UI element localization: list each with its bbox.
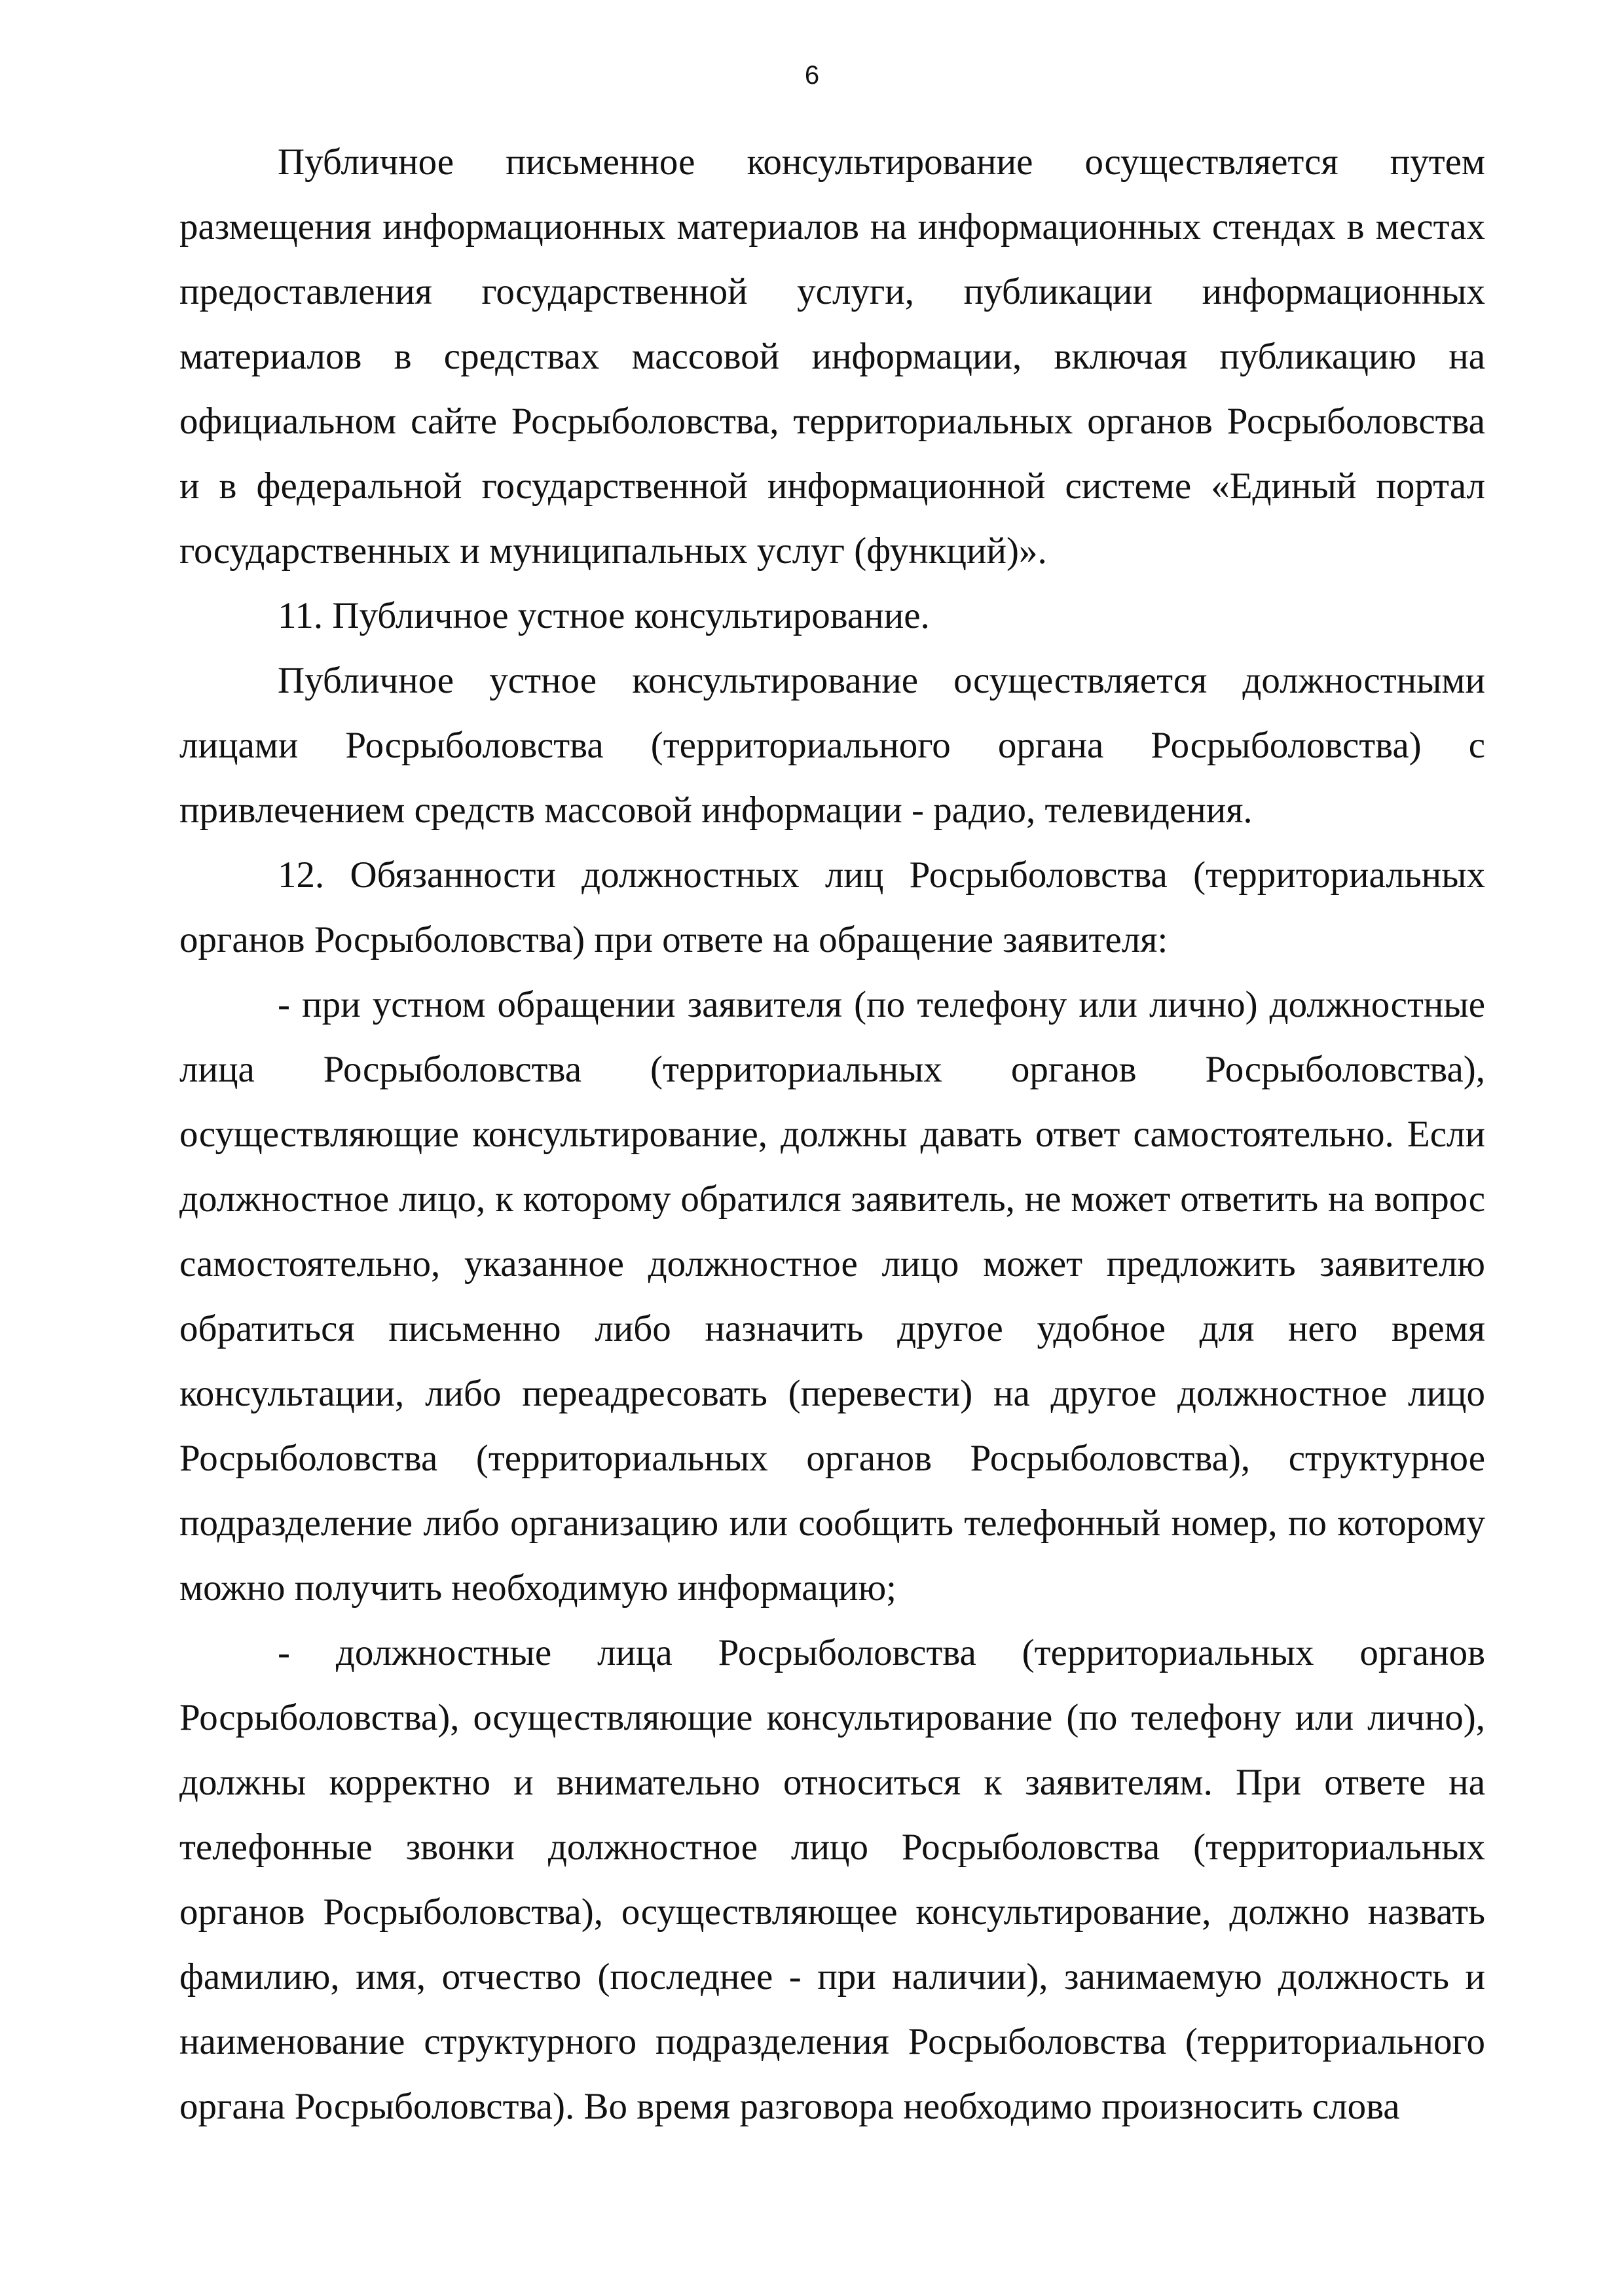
paragraph-public-written-consulting: Публичное письменное консультирование осуществляется путем размещения информационных материалов на информационных стендах в местах предоставления государственной услуги, публикации информационных материалов в средствах массовой информации, включая публикацию на официальном сайте Росрыболовства, территориальных органов Росрыболовства и в федеральной государственной информационной системе «Единый портал государственных и муниципальных услуг (функций)». — [179, 141, 1485, 572]
paragraph-phone-conduct-duty: - должностные лица Росрыболовства (территориальных органов Росрыболовства), осуществляющие консультирование (по телефону или лично), должны корректно и внимательно относиться к заявителям. При ответе на телефонные звонки должностное лицо Росрыболовства (территориальных органов Росрыболовства), осуществляющее консультирование, должно назвать фамилию, имя, отчество (последнее - при наличии), занимаемую должность и наименование структурного подразделения Росрыболовства (территориального органа Росрыболовства). Во время разговора необходимо произносить слова — [179, 1632, 1485, 2127]
document-body — [179, 130, 1485, 2139]
paragraph-public-oral-consulting: Публичное устное консультирование осуществляется должностными лицами Росрыболовства (территориального органа Росрыболовства) с привлечением средств массовой информации - радио, телевидения. — [179, 660, 1485, 831]
paragraph-item-12-duties: 12. Обязанности должностных лиц Росрыболовства (территориальных органов Росрыболовства) при ответе на обращение заявителя: — [179, 854, 1485, 960]
paragraph-item-11-heading: 11. Публичное устное консультирование. — [278, 595, 930, 636]
page-number: 6 — [804, 61, 820, 90]
paragraph-oral-request-duty: - при устном обращении заявителя (по телефону или лично) должностные лица Росрыболовства (территориальных органов Росрыболовства), осуществляющие консультирование, должны давать ответ самостоятельно. Если должностное лицо, к которому обратился заявитель, не может ответить на вопрос самостоятельно, указанное должностное лицо может предложить заявителю обратиться письменно либо назначить другое удобное для него время консультации, либо переадресовать (перевести) на другое должностное лицо Росрыболовства (территориальных органов Росрыболовства), структурное подразделение либо организацию или сообщить телефонный номер, по которому можно получить необходимую информацию; — [179, 984, 1485, 1609]
